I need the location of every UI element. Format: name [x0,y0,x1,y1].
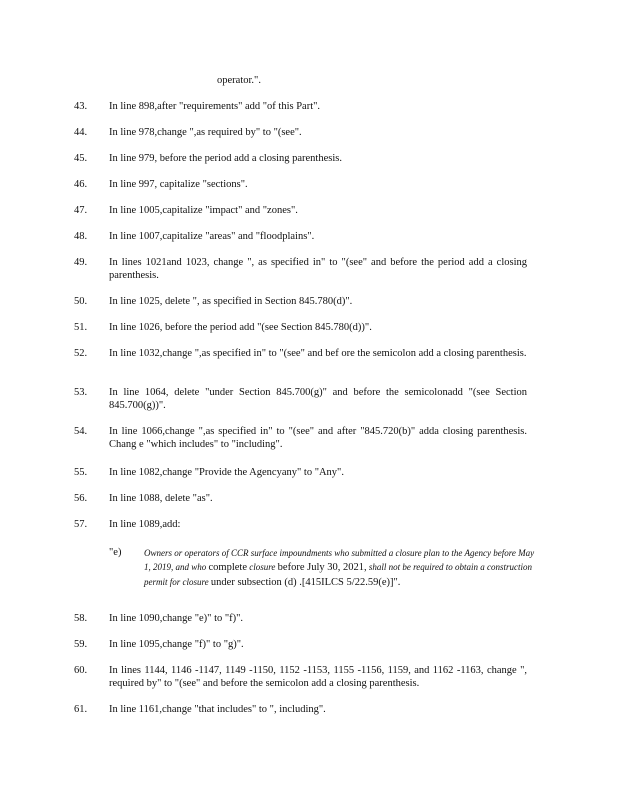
item-number: 51. [74,322,88,333]
subsection-label: "e) [109,547,122,558]
quote-italic-1: Owners or operators of CCR surface impoundments who submitted a closure plan to the Agency before May 1, 2019, and who [144,548,535,572]
item-text: In line 997, capitalize "sections". [109,179,248,190]
continuation-text: operator.". [217,75,261,86]
item-text: In line 1089,add: [109,519,181,530]
item-number: 60. [74,665,88,676]
subsection-text [144,546,537,590]
item-text: In line 1064, delete "under Section 845.700(g)" and before the semicolonadd "(see Section 845.700(g))". [109,387,527,411]
item-text: In lines 1021and 1023, change ", as specified in" to "(see" and before the period add a closing parenthesis. [109,257,527,281]
item-text: In line 1007,capitalize "areas" and "floodplains". [109,231,315,242]
item-number: 56. [74,493,88,504]
item-text: In line 1005,capitalize "impact" and "zones". [109,205,298,216]
item-number: 59. [74,639,88,650]
quote-italic-2: closure [249,562,276,572]
item-text: In line 1026, before the period add "(see Section 845.780(d))". [109,322,372,333]
item-text: In line 1066,change ",as specified in" to "(see" and after "845.720(b)" adda closing parenthesis. Chang e "which includes" to "including". [109,426,527,450]
item-number: 55. [74,467,88,478]
item-number: 46. [74,179,88,190]
item-number: 47. [74,205,88,216]
item-text: In line 1082,change "Provide the Agencyany" to "Any". [109,467,344,478]
quote-plain-3: under subsection (d) .[415ILCS 5/22.59(e)]". [210,577,401,588]
item-text: In line 1090,change "e)" to "f)". [109,613,244,624]
item-text: In line 1032,change ",as specified in" to "(see" and bef ore the semicolon add a closing parenthesis. [109,348,527,359]
item-number: 61. [74,704,88,715]
item-number: 52. [74,348,88,359]
item-number: 44. [74,127,88,138]
quote-italic-3: shall not be required to obtain a construction permit for closure [144,562,532,587]
item-text: In line 978,change ",as required by" to "(see". [109,127,302,138]
item-text: In line 1025, delete ", as specified in Section 845.780(d)". [109,296,353,307]
item-number: 43. [74,101,88,112]
item-number: 49. [74,257,88,268]
item-text: In line 1095,change "f)" to "g)". [109,639,244,650]
item-text: In line 1088, delete "as". [109,493,213,504]
item-text: In line 1161,change "that includes" to ", including". [109,704,326,715]
item-number: 45. [74,153,88,164]
item-number: 58. [74,613,88,624]
quote-plain-1: complete [208,562,247,573]
item-text: In line 979, before the period add a closing parenthesis. [109,153,342,164]
item-number: 50. [74,296,88,307]
item-number: 57. [74,519,88,530]
item-text: In lines 1144, 1146 -1147, 1149 -1150, 1152 -1153, 1155 -1156, 1159, and 1162 -1163, change ", required by" to "(see" and before the semicolon add a closing parenthesis. [109,665,527,689]
item-number: 54. [74,426,88,437]
quote-plain-2: before July 30, 2021, [277,562,367,573]
item-number: 48. [74,231,88,242]
item-text: In line 898,after "requirements" add "of this Part". [109,101,321,112]
item-number: 53. [74,387,88,398]
